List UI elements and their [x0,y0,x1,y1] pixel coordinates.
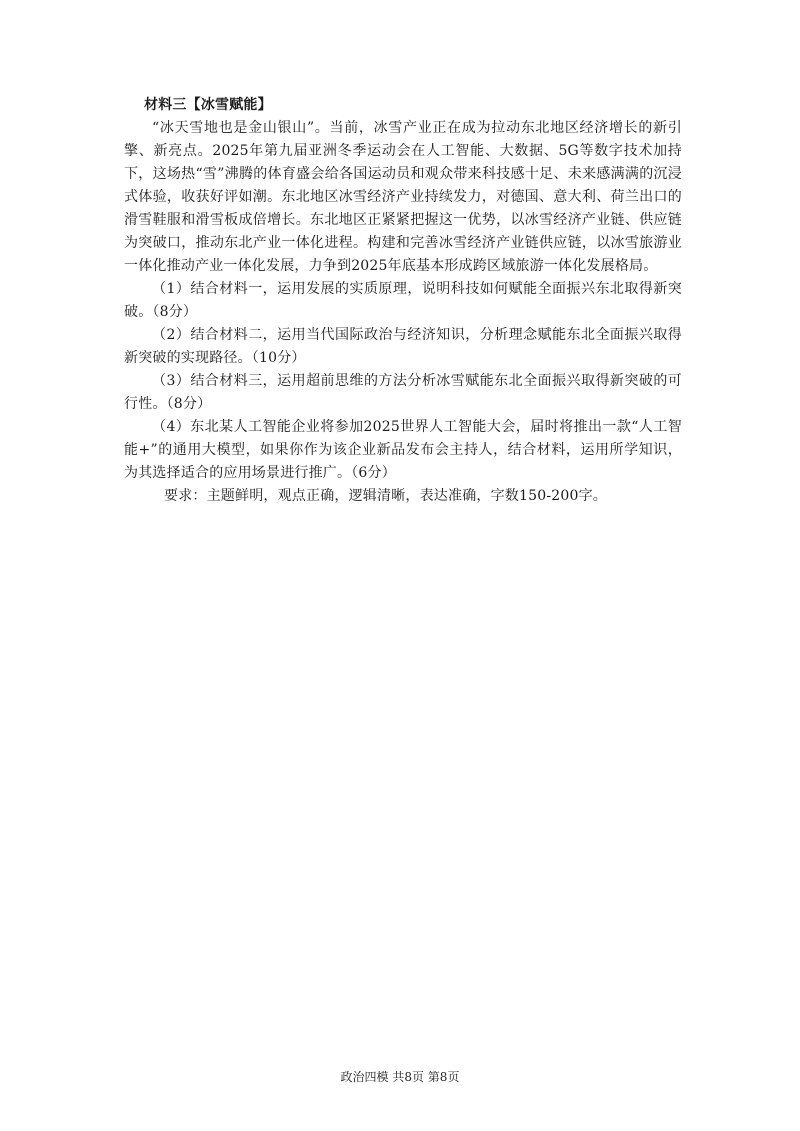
material-heading: 材料三【冰雪赋能】 [144,97,272,113]
page-footer: 政治四模 共8页 第8页 [340,1070,460,1084]
question-3: （3）结合材料三，运用超前思维的方法分析冰雪赋能东北全面振兴取得新突破的可行性。（8分） [124,373,682,412]
question-4: （4）东北某人工智能企业将参加2025世界人工智能大会，届时将推出一款“人工智能+”的通用大模型，如果你作为该企业新品发布会主持人，结合材料，运用所学知识，为其选择适合的应用场景进行推广。（6分） [124,419,682,481]
question-2: （2）结合材料二，运用当代国际政治与经济知识，分析理念赋能东北全面振兴取得新突破的实现路径。（10分） [124,327,682,366]
question-1: （1）结合材料一，运用发展的实质原理，说明科技如何赋能全面振兴东北取得新突破。（8分） [124,281,682,320]
writing-requirement: 要求：主题鲜明，观点正确，逻辑清晰，表达准确，字数150-200字。 [164,488,607,504]
page-content [124,94,682,508]
material-paragraph: “冰天雪地也是金山银山”。当前，冰雪产业正在成为拉动东北地区经济增长的新引擎、新亮点。2025年第九届亚洲冬季运动会在人工智能、大数据、5G等数字技术加持下，这场热“雪”沸腾的体育盛会给各国运动员和观众带来科技感十足、未来感满满的沉浸式体验，收获好评如潮。东北地区冰雪经济产业持续发力，对德国、意大利、荷兰出口的滑雪鞋服和滑雪板成倍增长。东北地区正紧紧把握这一优势，以冰雪经济产业链、供应链为突破口，推动东北产业一体化进程。构建和完善冰雪经济产业链供应链，以冰雪旅游业一体化推动产业一体化发展，力争到2025年底基本形成跨区域旅游一体化发展格局。 [124,120,682,274]
